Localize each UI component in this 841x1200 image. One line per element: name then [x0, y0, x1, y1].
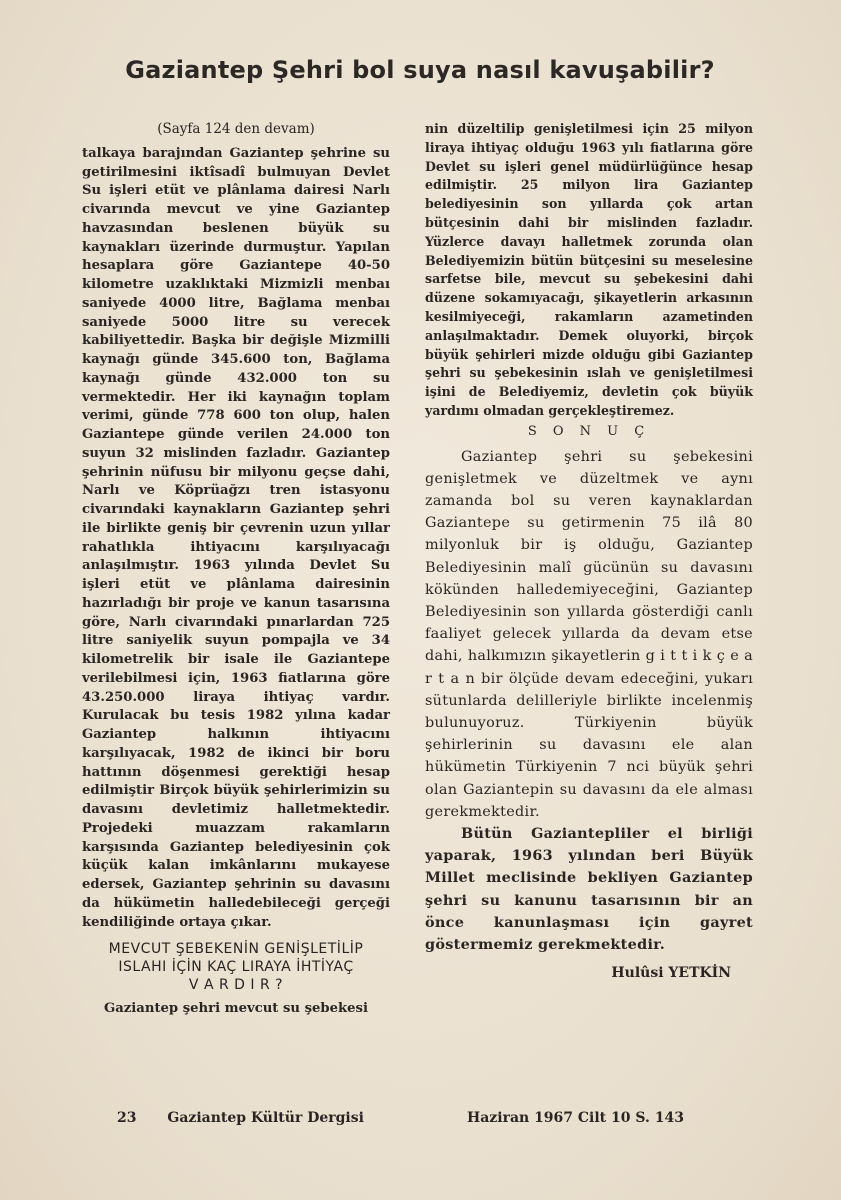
continuation-note: (Sayfa 124 den devam)	[157, 121, 315, 137]
article-title: Gaziantep Şehri bol suya nasıl kavuşabilir?	[125, 56, 715, 84]
conclusion-heading: S O N U Ç	[527, 423, 651, 439]
right-body-text: nin düzeltilip genişletilmesi için 25 milyon liraya ihtiyaç olduğu 1963 yılı fiatlarına göre Devlet su işleri genel müdürlüğünce hesap edilmiştir. 25 milyon lira Gaziantep belediyesinin son yıllarda çok artan bütçesinin dahi bir mislinden fazladır. Yüzlerce davayı halletmek zorunda olan Belediyemizin bütün bütçesini su meselesine sarfetse bile, mevcut su şebekesini dahi düzene sokamıyacağı, şikayetlerin arkasının kesilmiyeceği, rakamların azametinden anlaşılmaktadır. Demek oluyorki, birçok büyük şehirleri mizde olduğu gibi Gaziantep şehri su şebekesinin ıslah ve genişletilmesi işini de Belediyemiz, devletin çok büyük yardımı olmadan gerçekleştiremez.	[425, 121, 753, 418]
left-column	[82, 120, 390, 1019]
conclusion-paragraph-1: Gaziantep şehri su şebekesini genişletmek ve düzeltmek ve aynı zamanda bol su veren kaynaklardan Gaziantepe su getirmenin 75 ilâ 80 milyonluk bir iş olduğu, Gaziantep Belediyesinin malî gücünün su davasını kökünden halledemiyeceğini, Gaziantep Belediyesinin son yıllarda gösterdiği canlı faaliyet gelecek yıllarda da devam etse dahi, halkımızın şikayetlerin g i t t i k ç e a r t a n bir ölçüde devam edeceğini, yukarı sütunlarda delilleriyle birlikte incelenmiş bulunuyoruz. Türkiyenin büyük şehirlerinin su davasını ele alan hükümetin Türkiyenin 7 nci büyük şehri olan Gaziantepin su davasını da ele alması gerekmektedir.	[425, 448, 753, 820]
section-heading-line3: V A R D I R ?	[188, 977, 284, 994]
section-heading-line2: ISLAHI İÇİN KAÇ LIRAYA İHTİYAÇ	[118, 959, 354, 976]
conclusion-paragraph-2: Bütün Gaziantepliler el birliği yaparak, 1963 yılından beri Büyük Millet meclisinde bekliyen Gaziantep şehri su kanunu tasarısının bir an önce kanunlaşması için gayret göstermemiz gerekmektedir.	[425, 824, 753, 953]
section-heading-line1: MEVCUT ŞEBEKENİN GENİŞLETİLİP	[108, 941, 364, 958]
page-number: 23	[117, 1110, 137, 1126]
section-heading	[82, 940, 390, 994]
author-signature: Hulûsi YETKİN	[611, 965, 731, 982]
journal-name: Gaziantep Kültür Dergisi	[167, 1110, 364, 1126]
section-first-line: Gaziantep şehri mevcut su şebekesi	[104, 1001, 368, 1017]
footer-issue: Haziran 1967 Cilt 10 S. 143	[467, 1110, 684, 1126]
right-column	[425, 120, 753, 983]
left-body-text: talkaya barajından Gaziantep şehrine su getirilmesini iktîsadî bulmuyan Devlet Su işleri etüt ve plânlama dairesi Narlı civarında mevcut ve yine Gaziantep havzasından beslenen büyük su kaynakları üzerinde durmuştur. Yapılan hesaplara göre Gaziantepe 40-50 kilometre uzaklıktaki Mizmizli menbaı saniyede 4000 litre, Bağlama menbaı saniyede 5000 litre su verecek kabiliyettedir. Başka bir değişle Mizmilli kaynağı günde 345.600 ton, Bağlama kaynağı günde 432.000 ton su vermektedir. Her iki kaynağın toplam verimi, günde 778 600 ton olup, halen Gaziantepe günde verilen 24.000 ton suyun 32 mislinden fazladır. Gaziantep şehrinin nüfusu bir milyonu geçse dahi, Narlı ve Köprüağzı tren istasyonu civarındaki kaynakların Gaziantep şehri ile birlikte geniş bir çevrenin uzun yıllar rahatlıkla ihtiyacını karşılıyacağı anlaşılmıştır. 1963 yılında Devlet Su işleri etüt ve plânlama dairesinin hazırladığı bir proje ve kanun tasarısına göre, Narlı civarındaki pınarlardan 725 litre saniyelik suyun pompajla ve 34 kilometrelik bir isale ile Gaziantepe verilebilmesi için, 1963 fiatlarına göre 43.250.000 liraya ihtiyaç vardır. Kurulacak bu tesis 1982 yılına kadar Gaziantep halkının ihtiyacını karşılıyacak, 1982 de ikinci bir boru hattının döşenmesi gerektiği hesap edilmiştir Birçok büyük şehirlerimizin su davasını devletimiz halletmektedir. Projedeki muazzam rakamların karşısında Gaziantep belediyesinin çok küçük kalan imkânlarını mukayese edersek, Gaziantep şehrinin su davasını da hükümetin halledebileceği gerçeği kendiliğinde ortaya çıkar.	[82, 145, 390, 930]
footer-left	[117, 1110, 364, 1126]
